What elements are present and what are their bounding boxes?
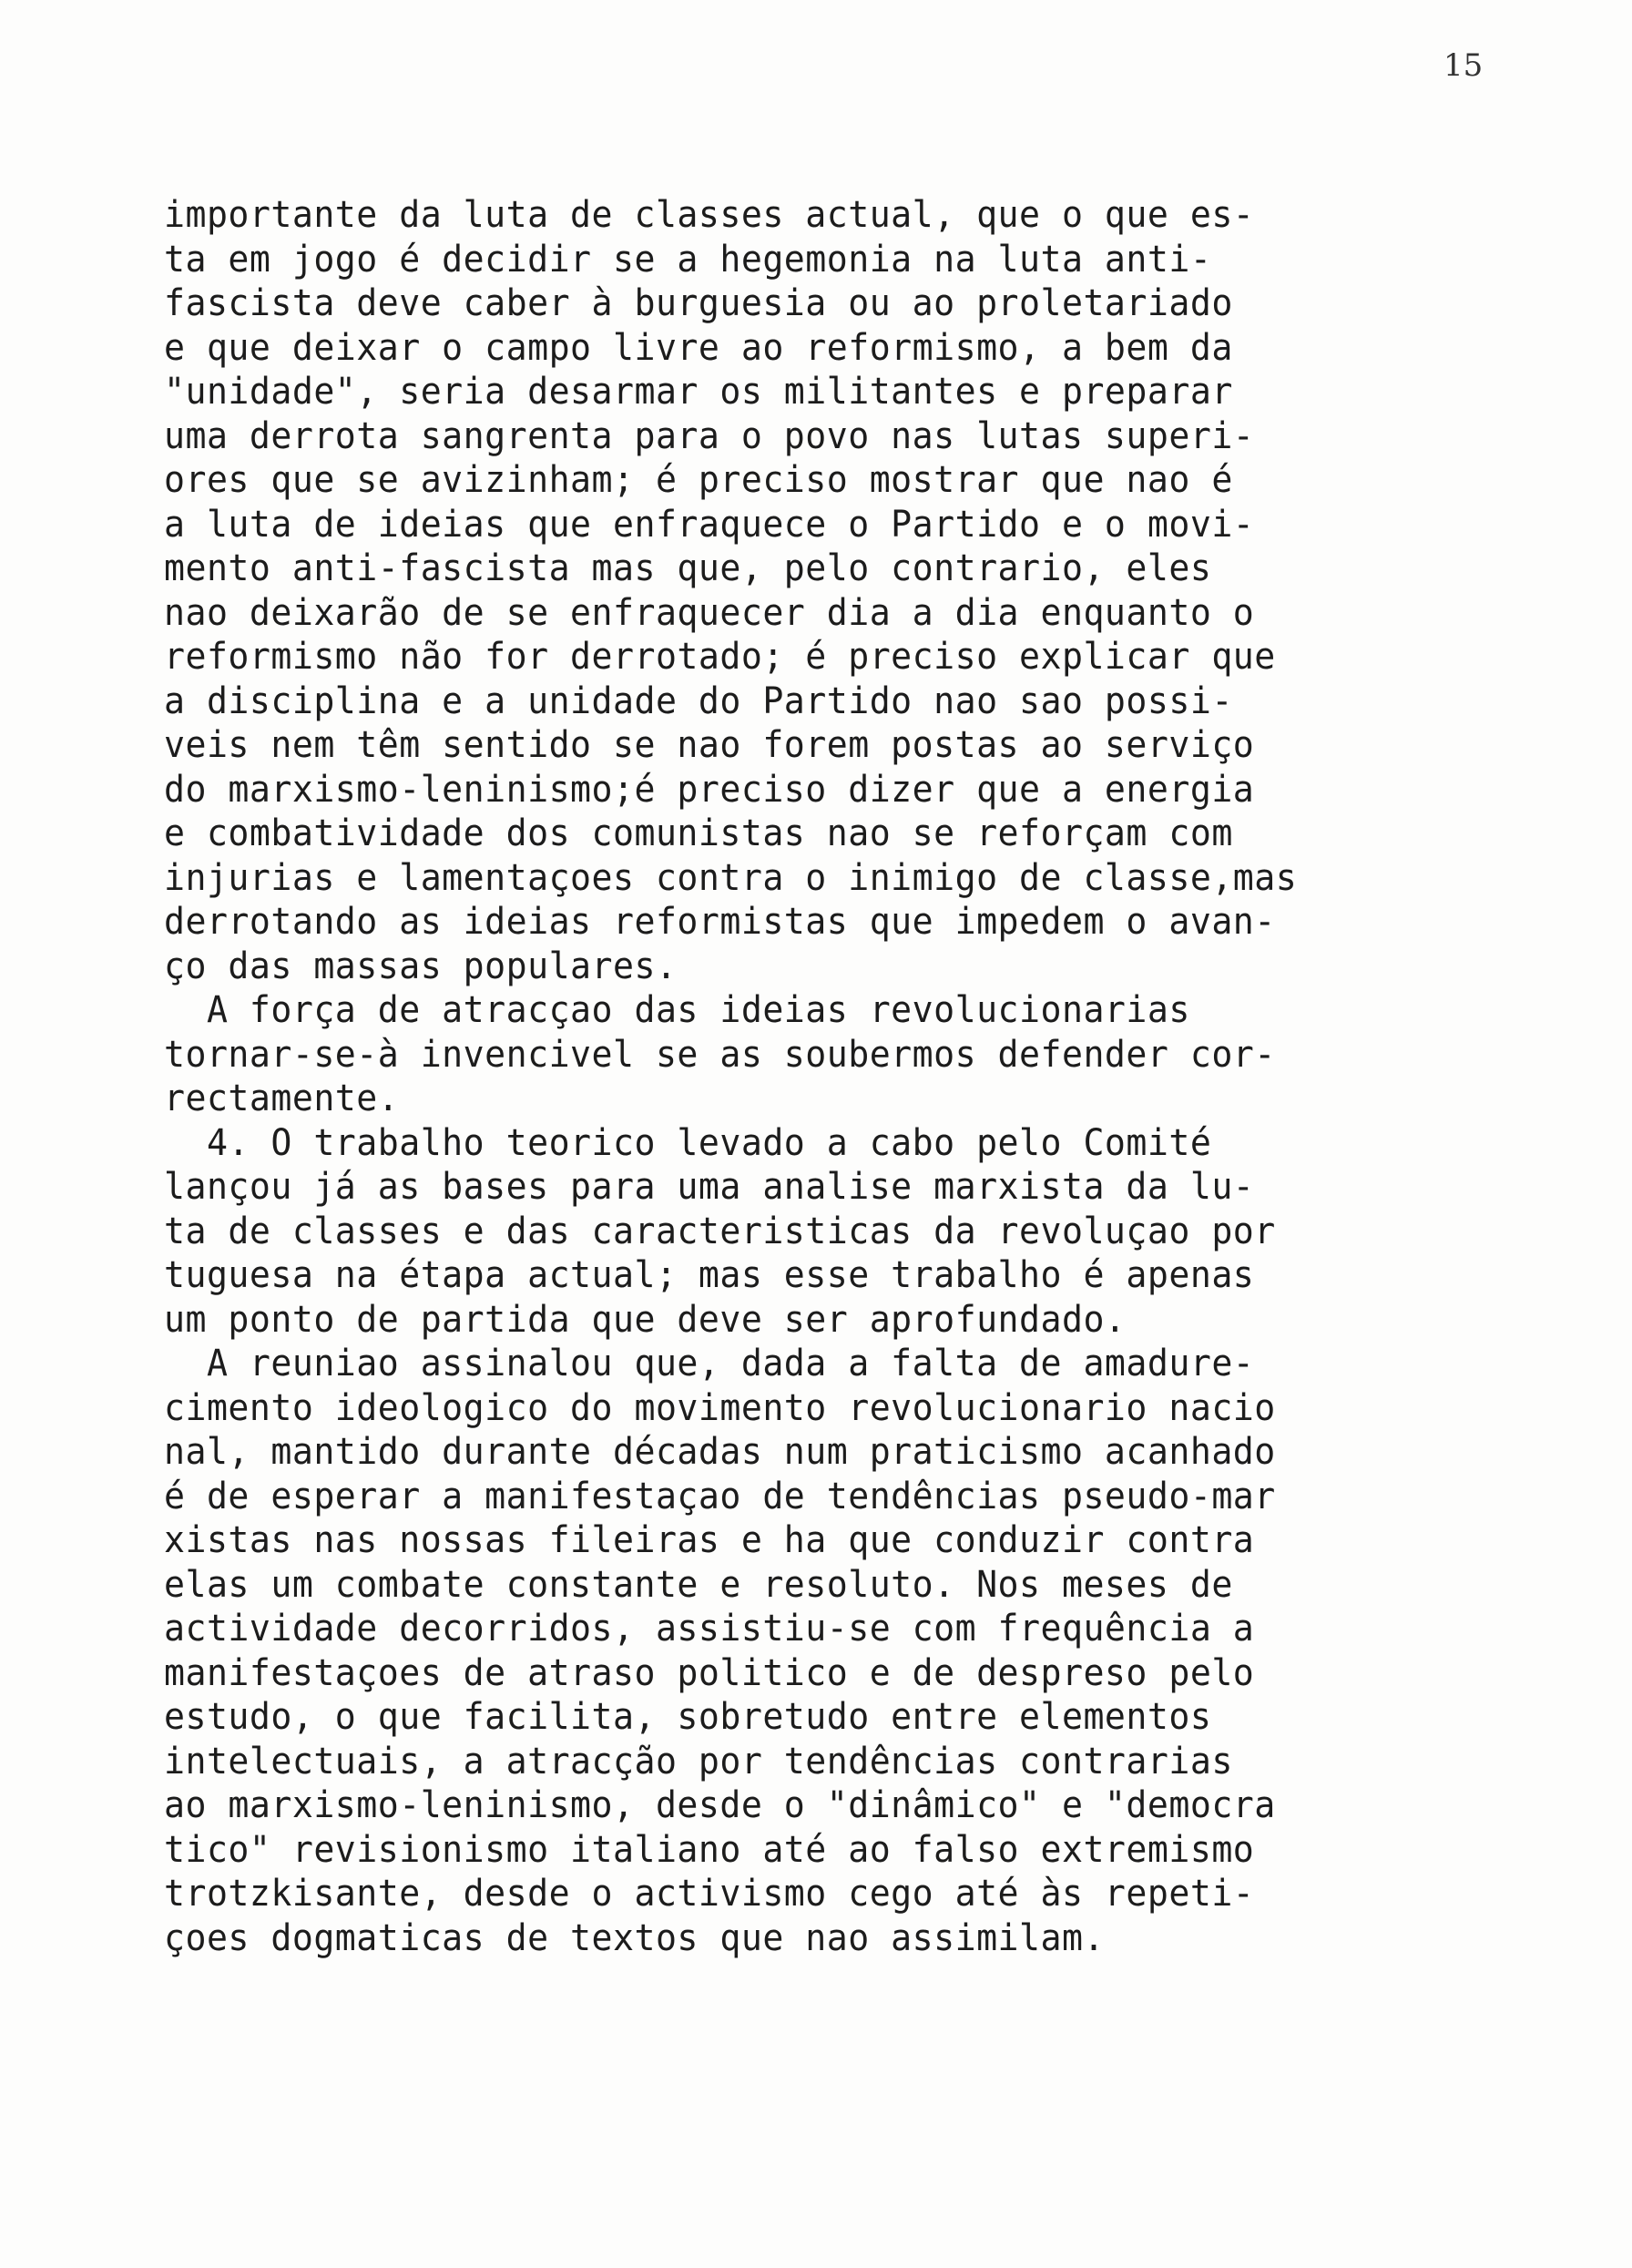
text-line: tornar-se-à invencivel se as soubermos defender cor- bbox=[164, 1033, 1276, 1076]
text-line: a luta de ideias que enfraquece o Partido e o movi- bbox=[164, 503, 1255, 546]
text-line: çoes dogmaticas de textos que nao assimilam. bbox=[164, 1916, 1105, 1959]
text-line: intelectuais, a atracção por tendências contrarias bbox=[164, 1740, 1233, 1783]
text-line: importante da luta de classes actual, que o que es- bbox=[164, 194, 1255, 236]
text-line: uma derrota sangrenta para o povo nas lutas superi- bbox=[164, 414, 1255, 457]
text-line: tuguesa na étapa actual; mas esse trabalho é apenas bbox=[164, 1254, 1255, 1296]
text-line: veis nem têm sentido se nao forem postas ao serviço bbox=[164, 724, 1255, 766]
text-line: actividade decorridos, assistiu-se com frequência a bbox=[164, 1608, 1255, 1650]
text-line: derrotando as ideias reformistas que impedem o avan- bbox=[164, 901, 1276, 943]
typewritten-text-block bbox=[164, 193, 1566, 1960]
text-line: rectamente. bbox=[164, 1078, 400, 1119]
text-line: reformismo não for derrotado; é preciso explicar que bbox=[164, 636, 1276, 678]
text-line: nao deixarão de se enfraquecer dia a dia enquanto o bbox=[164, 591, 1255, 634]
text-line: ao marxismo-leninismo, desde o "dinâmico" e "democra bbox=[164, 1784, 1276, 1826]
text-line: ta em jogo é decidir se a hegemonia na luta anti- bbox=[164, 238, 1212, 281]
text-line: "unidade", seria desarmar os militantes e preparar bbox=[164, 371, 1233, 413]
text-line: a disciplina e a unidade do Partido nao sao possi- bbox=[164, 679, 1233, 722]
text-line: elas um combate constante e resoluto. Nos meses de bbox=[164, 1563, 1233, 1606]
text-line: injurias e lamentaçoes contra o inimigo de classe,mas bbox=[164, 856, 1298, 899]
text-line: é de esperar a manifestaçao de tendências pseudo-mar bbox=[164, 1475, 1276, 1517]
text-line: ores que se avizinham; é preciso mostrar que nao é bbox=[164, 459, 1233, 501]
text-line: fascista deve caber à burguesia ou ao proletariado bbox=[164, 282, 1233, 324]
text-line: estudo, o que facilita, sobretudo entre elementos bbox=[164, 1696, 1212, 1738]
text-line: um ponto de partida que deve ser aprofundado. bbox=[164, 1298, 1127, 1341]
text-line: do marxismo-leninismo;é preciso dizer que a energia bbox=[164, 768, 1255, 811]
text-line: 4. O trabalho teorico levado a cabo pelo Comité bbox=[164, 1121, 1212, 1164]
text-line: lançou já as bases para uma analise marxista da lu- bbox=[164, 1166, 1255, 1208]
text-line: A reuniao assinalou que, dada a falta de amadure- bbox=[164, 1343, 1255, 1384]
text-line: trotzkisante, desde o activismo cego até às repeti- bbox=[164, 1873, 1255, 1915]
text-line: ta de classes e das caracteristicas da revoluçao por bbox=[164, 1210, 1276, 1252]
text-line: ço das massas populares. bbox=[164, 945, 678, 987]
text-line: nal, mantido durante décadas num praticismo acanhado bbox=[164, 1431, 1276, 1473]
text-line: A força de atracçao das ideias revolucionarias bbox=[164, 989, 1190, 1031]
text-line: manifestaçoes de atraso politico e de despreso pelo bbox=[164, 1651, 1255, 1694]
text-line: e combatividade dos comunistas nao se reforçam com bbox=[164, 812, 1233, 854]
text-line: tico" revisionismo italiano até ao falso extremismo bbox=[164, 1828, 1255, 1871]
text-line: mento anti-fascista mas que, pelo contrario, eles bbox=[164, 547, 1212, 589]
page-number: 15 bbox=[1443, 47, 1484, 84]
text-line: e que deixar o campo livre ao reformismo, a bem da bbox=[164, 326, 1233, 369]
text-line: xistas nas nossas fileiras e ha que conduzir contra bbox=[164, 1519, 1255, 1561]
text-line: cimento ideologico do movimento revolucionario nacio bbox=[164, 1386, 1276, 1429]
